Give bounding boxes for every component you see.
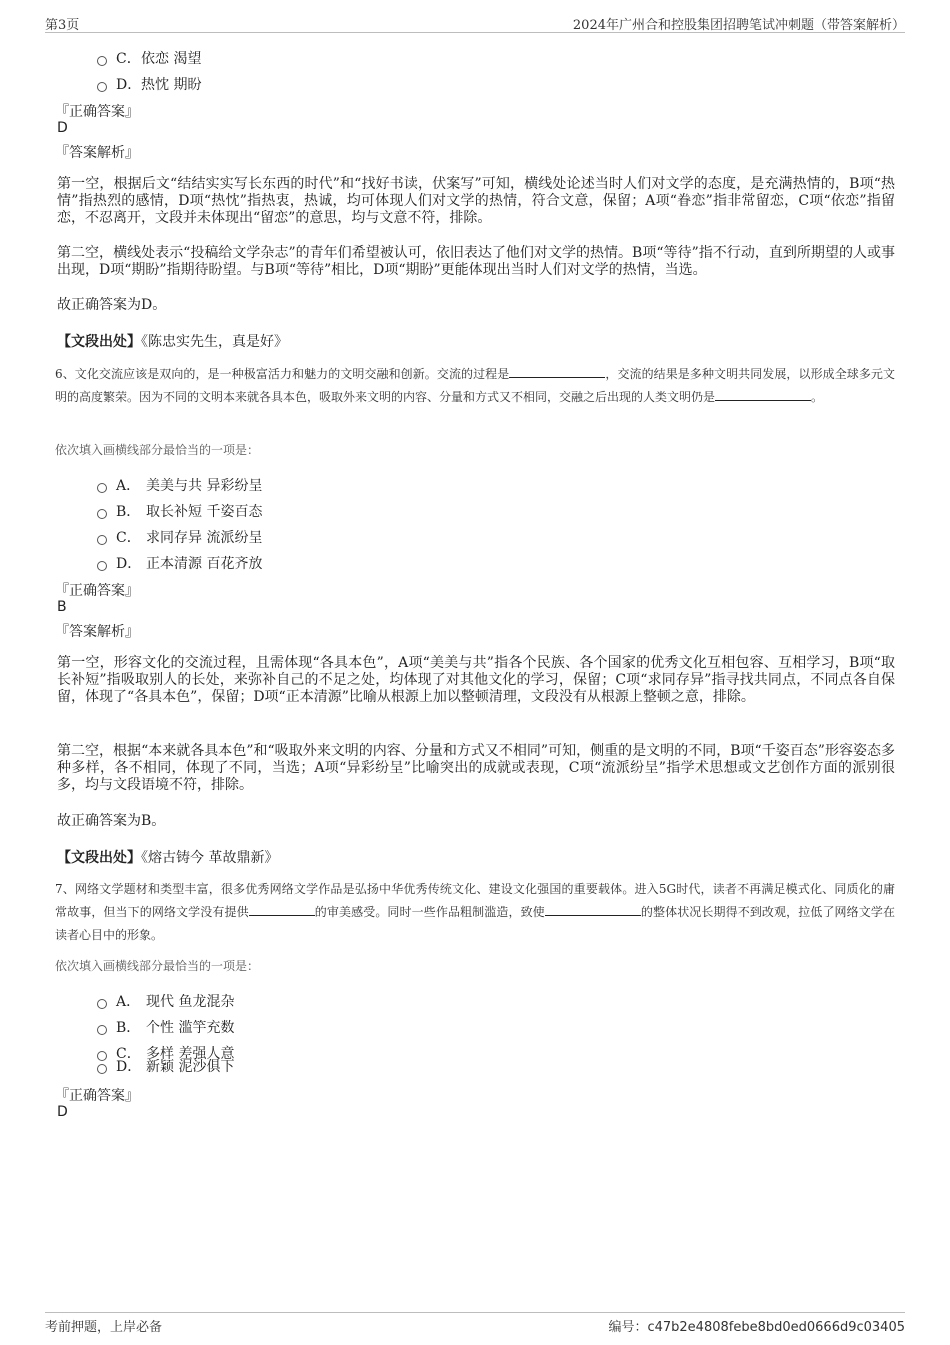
radio-icon[interactable]: [97, 535, 107, 545]
stem-text: ，交流的结果是多种文明共同发展，以形成全球多元文明的高度繁荣。因为不同的文明本来就各具本色，吸取外来文明的内容、分量和方式又不相同，交融之后出现的人类文明仍是: [55, 367, 895, 404]
answer-value: B: [57, 599, 67, 615]
option-letter: A．: [116, 994, 141, 1010]
analysis-heading: 『答案解析』: [55, 624, 139, 640]
stem-text: 的审美感受。同时一些作品粗制滥造，致使: [314, 905, 545, 919]
page-footer: [45, 1312, 905, 1333]
analysis-conclusion: 故正确答案为D。: [57, 297, 167, 313]
analysis-paragraph: 第一空，形容文化的交流过程，且需体现“各具本色”，A项“美美与共”指各个民族、各个国家的优秀文化互相包容、互相学习，B项“取长补短”指吸取别人的长处，来弥补自己的不足之处，均体现了对其他文化的学习，保留；C项“求同存异”指寻找共同点，不同点各自保留，体现了“各具本色”，保留；D项“正本清源”比喻从根源上加以整顿清理，文段没有从根源上整顿之意，排除。: [57, 655, 895, 705]
document-title: 2024年广州合和控股集团招聘笔试冲刺题（带答案解析）: [572, 18, 905, 33]
radio-icon[interactable]: [97, 509, 107, 519]
question-7-stem: [55, 878, 895, 947]
option-text: 多样 差强人意: [146, 1046, 235, 1062]
radio-icon[interactable]: [97, 56, 107, 66]
source-line: [57, 847, 278, 867]
radio-icon[interactable]: [97, 82, 107, 92]
source-title: 《熔古铸今 革故鼎新》: [141, 850, 279, 866]
analysis-conclusion: 故正确答案为B。: [57, 813, 166, 829]
option-text: 美美与共 异彩纷呈: [146, 478, 263, 494]
option-text: 现代 鱼龙混杂: [146, 994, 235, 1010]
stem-text: 的整体状况长期得不到改观，拉低了网络文学在读者心目中的形象。: [55, 905, 895, 942]
stem-text: 6、文化交流应该是双向的，是一种极富活力和魅力的文明交融和创新。交流的过程是: [55, 367, 510, 381]
option-text: 正本清源 百花齐放: [146, 556, 263, 572]
stem-text: 。: [811, 390, 824, 404]
fill-blank: [545, 903, 641, 916]
page-header: [45, 14, 905, 33]
source-label: 【文段出处】: [57, 850, 141, 866]
question-prompt: 依次填入画横线部分最恰当的一项是：: [55, 959, 260, 973]
answer-value: D: [57, 120, 68, 136]
option-letter: C．: [116, 530, 141, 546]
radio-icon[interactable]: [97, 1025, 107, 1035]
option-letter: C．: [116, 51, 141, 67]
option-text: 依恋 渴望: [141, 51, 202, 67]
radio-icon[interactable]: [97, 1064, 107, 1074]
question-prompt: 依次填入画横线部分最恰当的一项是：: [55, 443, 260, 457]
option-letter: D．: [116, 1059, 142, 1075]
radio-icon[interactable]: [97, 483, 107, 493]
fill-blank: [249, 903, 315, 916]
option-text: 新颖 泥沙俱下: [146, 1059, 235, 1075]
option-text: 求同存异 流派纷呈: [146, 530, 263, 546]
analysis-paragraph: 第二空，根据“本来就各具本色”和“吸取外来文明的内容、分量和方式又不相同”可知，侧重的是文明的不同，B项“千姿百态”形容姿态多种多样，各不相同，体现了不同，当选；A项“异彩纷呈”比喻突出的成就或表现，C项“流派纷呈”指学术思想或文艺创作方面的派别很多，均与文段语境不符，排除。: [57, 743, 895, 793]
stem-text: 7、网络文学题材和类型丰富，很多优秀网络文学作品是弘扬中华优秀传统文化、建设文化强国的重要载体。进入5G时代，读者不再满足模式化、同质化的庸常故事，但当下的网络文学没有提供: [55, 882, 895, 919]
answer-heading: 『正确答案』: [55, 104, 139, 120]
answer-value: D: [57, 1104, 68, 1120]
fill-blank: [509, 365, 605, 378]
option-letter: A．: [116, 478, 141, 494]
page-number: 第3页: [45, 18, 80, 33]
option-text: 热忱 期盼: [141, 77, 202, 93]
source-label: 【文段出处】: [57, 334, 141, 350]
option-text: 取长补短 千姿百态: [146, 504, 263, 520]
radio-icon[interactable]: [97, 561, 107, 571]
answer-heading: 『正确答案』: [55, 1088, 139, 1104]
option-letter: B．: [116, 504, 141, 520]
answer-heading: 『正确答案』: [55, 583, 139, 599]
option-letter: B．: [116, 1020, 141, 1036]
footer-slogan: 考前押题，上岸必备: [45, 1320, 163, 1335]
option-letter: D．: [116, 77, 142, 93]
source-line: [57, 331, 288, 351]
fill-blank: [715, 388, 811, 401]
radio-icon[interactable]: [97, 999, 107, 1009]
question-6-stem: [55, 363, 895, 409]
analysis-paragraph: 第一空，根据后文“结结实实写长东西的时代”和“找好书读，伏案写”可知，横线处论述当时人们对文学的态度，是充满热情的，B项“热情”指热烈的感情，D项“热忱”指热衷，热诚，均可体现人们对文学的热情，符合文意，保留；A项“眷恋”指非常留恋，C项“依恋”指留恋，不忍离开，文段并未体现出“留恋”的意思，均与文意不符，排除。: [57, 176, 895, 226]
option-letter: D．: [116, 556, 142, 572]
source-title: 《陈忠实先生，真是好》: [141, 334, 288, 350]
analysis-paragraph: 第二空，横线处表示“投稿给文学杂志”的青年们希望被认可，依旧表达了他们对文学的热情。B项“等待”指不行动，直到所期望的人或事出现，D项“期盼”指期待盼望。与B项“等待”相比，D项“期盼”更能体现出当时人们对文学的热情，当选。: [57, 245, 895, 278]
option-letter: C．: [116, 1046, 141, 1062]
document-code: 编号：c47b2e4808febe8bd0ed0666d9c03405: [608, 1320, 905, 1335]
option-text: 个性 滥竽充数: [146, 1020, 235, 1036]
radio-icon[interactable]: [97, 1051, 107, 1061]
analysis-heading: 『答案解析』: [55, 145, 139, 161]
